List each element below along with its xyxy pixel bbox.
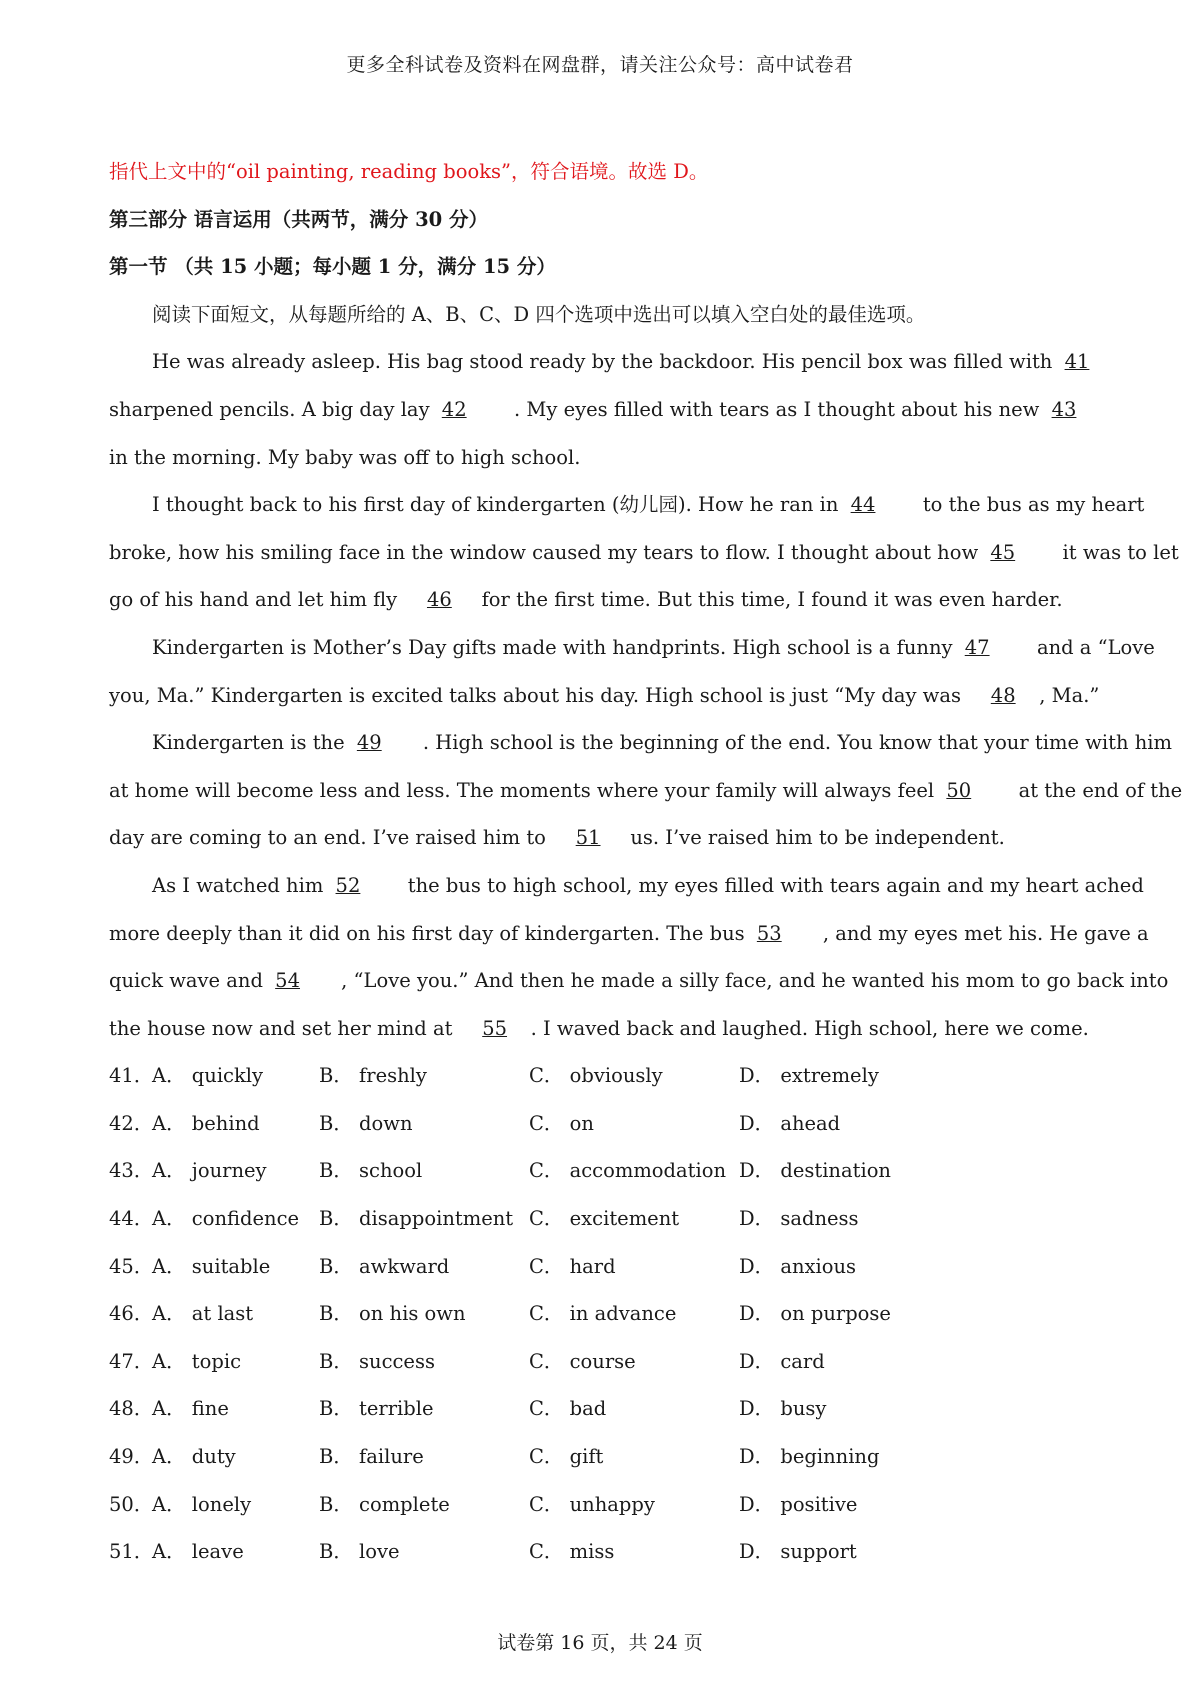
option-d: D． on purpose: [739, 1302, 891, 1326]
option-b: B． love: [319, 1540, 400, 1564]
option-b: B． failure: [319, 1445, 424, 1469]
option-b: B． freshly: [319, 1064, 427, 1088]
option-c: C． hard: [529, 1254, 616, 1278]
blank-46: 46: [426, 588, 452, 612]
option-b: B． complete: [319, 1492, 450, 1516]
blank-54: 54: [275, 969, 300, 993]
page-header: 更多全科试卷及资料在网盘群，请关注公众号：高中试卷君: [346, 54, 854, 76]
question-row: [109, 1290, 1099, 1338]
question-row: [109, 1385, 1099, 1433]
blank-47: 47: [964, 635, 990, 659]
question-row: [109, 1100, 1099, 1148]
option-a: A． duty: [152, 1445, 236, 1469]
passage-line: the house now and set her mind at 55 . I waved back and laughed. High school, here we come.: [109, 1005, 1099, 1053]
page-content: [109, 148, 1183, 1576]
question-number: 46．: [109, 1302, 154, 1326]
blank-41: 41: [1064, 350, 1090, 374]
passage-line: Kindergarten is the 49 . High school is the beginning of the end. You know that your time with him: [109, 719, 1099, 767]
blank-49: 49: [356, 731, 382, 755]
question-number: 51．: [109, 1540, 154, 1564]
option-a: A． lonely: [152, 1492, 252, 1516]
question-number: 45．: [109, 1254, 154, 1278]
question-number: 44．: [109, 1207, 154, 1231]
blank-45: 45: [990, 540, 1016, 564]
passage: [109, 338, 1183, 1052]
passage-line: quick wave and 54 , “Love you.” And then he made a silly face, and he wanted his mom to go back into: [109, 957, 1099, 1005]
passage-line: go of his hand and let him fly 46 for the first time. But this time, I found it was even harder.: [109, 576, 1099, 624]
passage-line: I thought back to his first day of kindergarten (幼儿园). How he ran in 44 to the bus as my heart: [109, 481, 1099, 529]
blank-43: 43: [1051, 397, 1077, 421]
question-row: [109, 1243, 1099, 1291]
option-b: B． down: [319, 1111, 413, 1135]
question-row: [109, 1528, 1099, 1576]
question-number: 50．: [109, 1492, 154, 1516]
option-b: B． disappointment: [319, 1207, 514, 1231]
passage-line: at home will become less and less. The moments where your family will always feel 50 at the end of the: [109, 767, 1099, 815]
option-b: B． awkward: [319, 1254, 450, 1278]
option-d: D． beginning: [739, 1445, 880, 1469]
question-number: 41．: [109, 1064, 154, 1088]
passage-line: you, Ma.” Kindergarten is excited talks about his day. High school is just “My day was 48 , Ma.”: [109, 672, 1099, 720]
option-c: C． bad: [529, 1397, 607, 1421]
blank-48: 48: [990, 683, 1016, 707]
option-d: D． positive: [739, 1492, 858, 1516]
question-row: [109, 1338, 1099, 1386]
question-row: [109, 1481, 1099, 1529]
page-footer: 试卷第 16 页，共 24 页: [497, 1632, 703, 1654]
blank-50: 50: [946, 778, 972, 802]
option-c: C． course: [529, 1349, 636, 1373]
option-c: C． accommodation: [529, 1159, 727, 1183]
question-number: 43．: [109, 1159, 154, 1183]
blank-55: 55: [482, 1016, 508, 1040]
question-row: [109, 1195, 1099, 1243]
option-d: D． sadness: [739, 1207, 859, 1231]
question-number: 42．: [109, 1111, 154, 1135]
option-c: C． on: [529, 1111, 594, 1135]
option-a: A． quickly: [152, 1064, 264, 1088]
question-options: [109, 1052, 1099, 1576]
option-c: C． unhappy: [529, 1492, 655, 1516]
option-d: D． extremely: [739, 1064, 879, 1088]
option-b: B． success: [319, 1349, 435, 1373]
option-d: D． destination: [739, 1159, 891, 1183]
option-b: B． terrible: [319, 1397, 434, 1421]
part-title: 第三部分 语言运用（共两节，满分 30 分）: [109, 207, 489, 231]
option-d: D． ahead: [739, 1111, 841, 1135]
passage-line: As I watched him 52 the bus to high school, my eyes filled with tears again and my heart ached: [109, 862, 1099, 910]
blank-52: 52: [335, 873, 361, 897]
question-row: [109, 1147, 1099, 1195]
question-row: [109, 1433, 1099, 1481]
instructions: 阅读下面短文，从每题所给的 A、B、C、D 四个选项中选出可以填入空白处的最佳选项。: [152, 302, 926, 326]
option-a: A． leave: [152, 1540, 244, 1564]
option-c: C． gift: [529, 1445, 604, 1469]
option-a: A． at last: [152, 1302, 254, 1326]
option-d: D． support: [739, 1540, 857, 1564]
passage-line: more deeply than it did on his first day of kindergarten. The bus 53 , and my eyes met his. He gave a: [109, 910, 1099, 958]
section-title: 第一节 （共 15 小题；每小题 1 分，满分 15 分）: [109, 255, 556, 279]
option-d: D． busy: [739, 1397, 827, 1421]
blank-53: 53: [756, 921, 782, 945]
option-c: C． in advance: [529, 1302, 677, 1326]
blank-42: 42: [441, 397, 467, 421]
option-b: B． school: [319, 1159, 423, 1183]
passage-line: in the morning. My baby was off to high school.: [109, 445, 581, 469]
option-a: A． topic: [152, 1349, 241, 1373]
option-a: A． fine: [152, 1397, 229, 1421]
passage-line: day are coming to an end. I’ve raised him to 51 us. I’ve raised him to be independent.: [109, 814, 1099, 862]
passage-line: sharpened pencils. A big day lay 42 . My eyes filled with tears as I thought about his new 43: [109, 386, 1099, 434]
question-number: 47．: [109, 1349, 154, 1373]
option-a: A． suitable: [152, 1254, 271, 1278]
answer-explanation: 指代上文中的“oil painting, reading books”，符合语境。故选 D。: [109, 160, 709, 183]
passage-line: broke, how his smiling face in the window caused my tears to flow. I thought about how 45 it was to let: [109, 529, 1099, 577]
question-number: 49．: [109, 1445, 154, 1469]
passage-line: Kindergarten is Mother’s Day gifts made with handprints. High school is a funny 47 and a “Love: [109, 624, 1099, 672]
option-b: B． on his own: [319, 1302, 466, 1326]
blank-51: 51: [575, 826, 601, 850]
option-c: C． obviously: [529, 1064, 663, 1088]
option-a: A． journey: [152, 1159, 267, 1183]
option-c: C． excitement: [529, 1207, 680, 1231]
option-c: C． miss: [529, 1540, 615, 1564]
option-d: D． anxious: [739, 1254, 857, 1278]
option-a: A． confidence: [152, 1207, 300, 1231]
option-d: D． card: [739, 1349, 825, 1373]
option-a: A． behind: [152, 1111, 260, 1135]
question-number: 48．: [109, 1397, 154, 1421]
passage-line: He was already asleep. His bag stood ready by the backdoor. His pencil box was filled with 41: [109, 338, 1099, 386]
question-row: [109, 1052, 1099, 1100]
blank-44: 44: [850, 493, 876, 517]
